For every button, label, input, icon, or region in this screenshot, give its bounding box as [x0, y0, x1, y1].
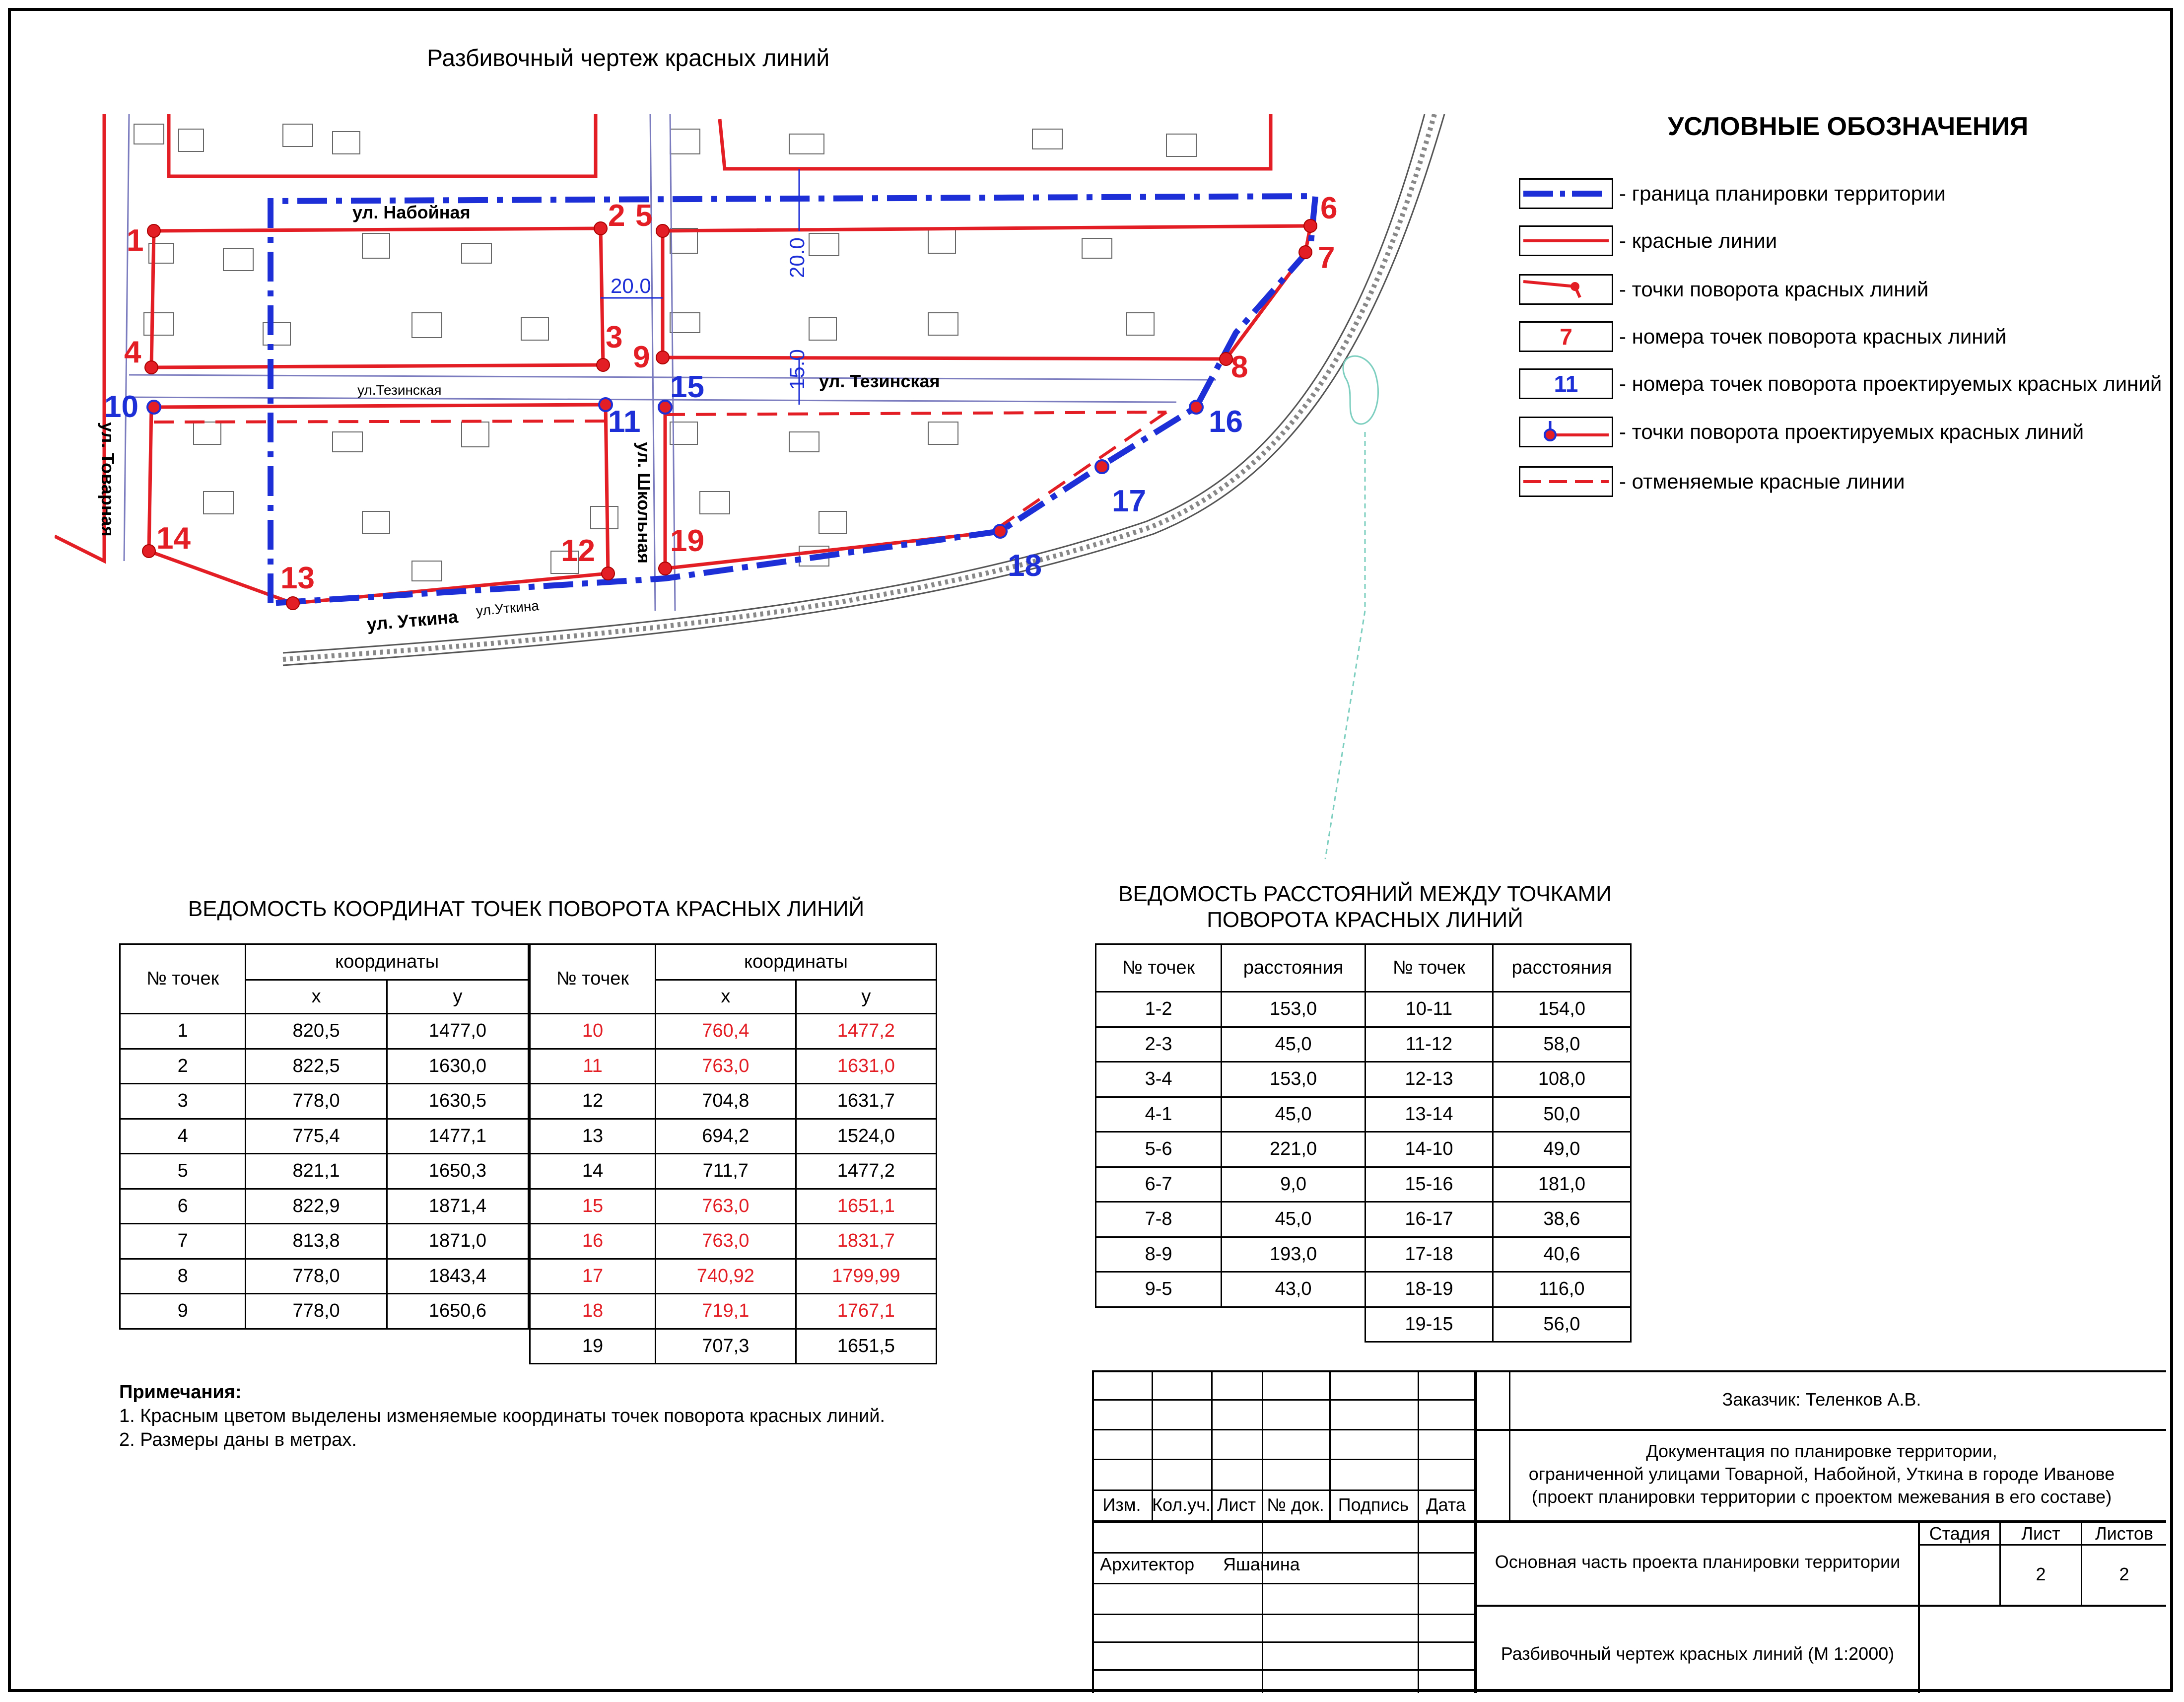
- legend-symbol-cancelled-line: [1519, 466, 1613, 497]
- table-cell-y: 1799,99: [796, 1259, 936, 1294]
- table-cell-y: 1651,1: [796, 1189, 936, 1224]
- map-title: Разбивочный чертеж красных линий: [427, 45, 830, 71]
- table-cell-x: 820,5: [246, 1014, 387, 1049]
- stamp-section: Основная часть проекта планировки территории: [1495, 1552, 1901, 1572]
- table-row: [530, 1224, 937, 1259]
- table-cell-seg: 1-2: [1096, 992, 1222, 1027]
- table-row: [1365, 1167, 1631, 1202]
- table-row: [1365, 992, 1631, 1027]
- legend-symbol-red-line: [1519, 225, 1613, 256]
- table-row: [1365, 1132, 1631, 1167]
- table-cell-seg: 19-15: [1365, 1307, 1493, 1342]
- point-number-19: 19: [670, 524, 704, 558]
- table-cell-x: 719,1: [655, 1294, 796, 1329]
- table-cell-n: 2: [120, 1049, 246, 1084]
- legend-label: - отменяемые красные линии: [1619, 470, 1905, 493]
- table-row: [1096, 1272, 1365, 1307]
- header-coords: координаты: [246, 944, 529, 980]
- header-x: x: [655, 980, 796, 1014]
- dist-title-line2: ПОВОРОТА КРАСНЫХ ЛИНИЙ: [1207, 908, 1523, 932]
- street-shkolnaya: ул. Школьная: [634, 442, 654, 564]
- header-y: y: [796, 980, 936, 1014]
- table-cell-d: 58,0: [1493, 1027, 1631, 1062]
- table-cell-d: 9,0: [1222, 1167, 1365, 1202]
- table-cell-d: 181,0: [1493, 1167, 1631, 1202]
- table-row: [530, 1119, 937, 1154]
- table-cell-x: 763,0: [655, 1049, 796, 1084]
- table-row: [1096, 1062, 1365, 1097]
- stamp-doc-line3: (проект планировки территории с проектом межевания в его составе): [1531, 1487, 2112, 1507]
- legend-label: - точки поворота проектируемых красных линий: [1619, 420, 2084, 443]
- table-cell-d: 193,0: [1222, 1237, 1365, 1272]
- stamp-col-kolvo: Кол.уч.: [1152, 1494, 1211, 1515]
- header-points: № точек: [530, 944, 656, 1014]
- table-cell-n: 10: [530, 1014, 656, 1049]
- table-cell-seg: 18-19: [1365, 1272, 1493, 1307]
- header-points: № точек: [1365, 944, 1493, 992]
- table-cell-x: 822,9: [246, 1189, 387, 1224]
- legend-item-red-lines: [1519, 223, 1777, 258]
- table-cell-y: 1477,2: [796, 1154, 936, 1189]
- header-y: y: [387, 980, 528, 1014]
- table-cell-y: 1631,0: [796, 1049, 936, 1084]
- table-cell-n: 5: [120, 1154, 246, 1189]
- table-cell-n: 13: [530, 1119, 656, 1154]
- table-cell-n: 3: [120, 1084, 246, 1119]
- table-row: [530, 1014, 937, 1049]
- table-cell-seg: 11-12: [1365, 1027, 1493, 1062]
- stamp-sheet: 2: [2036, 1564, 2046, 1584]
- title-block: [1092, 1370, 2174, 1698]
- stamp-col-list: Лист: [1217, 1494, 1256, 1515]
- table-cell-d: 154,0: [1493, 992, 1631, 1027]
- table-cell-x: 821,1: [246, 1154, 387, 1189]
- table-cell-y: 1477,2: [796, 1014, 936, 1049]
- table-cell-y: 1871,4: [387, 1189, 528, 1224]
- table-cell-d: 49,0: [1493, 1132, 1631, 1167]
- table-cell-n: 1: [120, 1014, 246, 1049]
- table-row: [120, 1084, 529, 1119]
- table-row: [1365, 1027, 1631, 1062]
- table-cell-x: 822,5: [246, 1049, 387, 1084]
- legend-symbol-projected-point: [1519, 417, 1613, 447]
- table-cell-x: 763,0: [655, 1224, 796, 1259]
- table-cell-x: 707,3: [655, 1329, 796, 1364]
- table-cell-y: 1477,0: [387, 1014, 528, 1049]
- table-cell-y: 1630,0: [387, 1049, 528, 1084]
- legend-label: - красные линии: [1619, 229, 1777, 252]
- table-row: [120, 1119, 529, 1154]
- street-tezinskaya: ул. Тезинская: [819, 371, 940, 391]
- header-dist: расстояния: [1493, 944, 1631, 992]
- table-cell-y: 1477,1: [387, 1119, 528, 1154]
- table-cell-seg: 16-17: [1365, 1202, 1493, 1237]
- table-row: [1365, 1202, 1631, 1237]
- table-row: [530, 1329, 937, 1364]
- header-dist: расстояния: [1222, 944, 1365, 992]
- legend-item-blue-numbers: [1519, 366, 2162, 401]
- legend-item-turn-points: [1519, 272, 1928, 307]
- table-cell-seg: 15-16: [1365, 1167, 1493, 1202]
- table-cell-n: 12: [530, 1084, 656, 1119]
- table-cell-x: 778,0: [246, 1294, 387, 1329]
- table-cell-d: 153,0: [1222, 992, 1365, 1027]
- coords-table-right: [529, 943, 937, 1364]
- table-cell-d: 45,0: [1222, 1202, 1365, 1237]
- dist-title-line1: ВЕДОМОСТЬ РАССТОЯНИЙ МЕЖДУ ТОЧКАМИ: [1118, 882, 1612, 906]
- table-cell-seg: 9-5: [1096, 1272, 1222, 1307]
- table-cell-x: 740,92: [655, 1259, 796, 1294]
- point-number-4: 4: [124, 335, 141, 369]
- header-x: x: [246, 980, 387, 1014]
- table-cell-y: 1843,4: [387, 1259, 528, 1294]
- legend-red-number: 7: [1560, 324, 1572, 350]
- table-row: [530, 1294, 937, 1329]
- dist-table-title: [1092, 881, 1638, 933]
- stamp-doc-line2: ограниченной улицами Товарной, Набойной, Уткина в городе Иванове: [1528, 1464, 2115, 1484]
- table-row: [1365, 1307, 1631, 1342]
- notes-title: Примечания:: [119, 1382, 242, 1403]
- table-cell-x: 813,8: [246, 1224, 387, 1259]
- table-row: [530, 1259, 937, 1294]
- point-number-5: 5: [635, 199, 653, 233]
- table-row: [530, 1084, 937, 1119]
- site-map: [55, 114, 1454, 879]
- table-cell-x: 760,4: [655, 1014, 796, 1049]
- legend-item-cancelled: [1519, 464, 1905, 499]
- dist-table-left: [1095, 943, 1366, 1308]
- stamp-document: [1477, 1440, 2166, 1508]
- stamp-doc-line1: Документация по планировке территории,: [1646, 1441, 1997, 1461]
- table-row: [1365, 1237, 1631, 1272]
- notes: [119, 1380, 885, 1452]
- table-cell-n: 9: [120, 1294, 246, 1329]
- table-cell-x: 694,2: [655, 1119, 796, 1154]
- table-cell-d: 108,0: [1493, 1062, 1631, 1097]
- table-cell-n: 16: [530, 1224, 656, 1259]
- stamp-customer: Заказчик: Теленков А.В.: [1722, 1389, 1921, 1410]
- table-cell-n: 6: [120, 1189, 246, 1224]
- point-number-14: 14: [156, 521, 191, 556]
- stamp-col-date: Дата: [1426, 1494, 1466, 1515]
- table-cell-x: 778,0: [246, 1084, 387, 1119]
- point-number-12: 12: [561, 534, 595, 568]
- table-row: [120, 1224, 529, 1259]
- table-row: [1096, 1132, 1365, 1167]
- legend-symbol-red-number: [1519, 321, 1613, 352]
- street-utkina-small: ул.Уткина: [475, 598, 540, 619]
- table-cell-y: 1650,6: [387, 1294, 528, 1329]
- table-row: [120, 1154, 529, 1189]
- point-number-15: 15: [670, 370, 704, 404]
- table-cell-y: 1524,0: [796, 1119, 936, 1154]
- table-cell-seg: 4-1: [1096, 1097, 1222, 1132]
- stamp-stage-label: Стадия: [1929, 1523, 1990, 1544]
- table-row: [1365, 1272, 1631, 1307]
- table-row: [1365, 1062, 1631, 1097]
- point-number-3: 3: [606, 320, 623, 355]
- street-nabojnaya: ул. Набойная: [352, 202, 471, 222]
- legend-symbol-turn-point: [1519, 274, 1613, 305]
- legend-label: - номера точек поворота красных линий: [1619, 325, 2007, 348]
- legend-label: - номера точек поворота проектируемых красных линий: [1619, 372, 2162, 395]
- table-cell-n: 15: [530, 1189, 656, 1224]
- legend-blue-number: 11: [1554, 371, 1578, 397]
- note-1: 1. Красным цветом выделены изменяемые координаты точек поворота красных линий.: [119, 1406, 886, 1426]
- table-cell-d: 45,0: [1222, 1097, 1365, 1132]
- table-cell-n: 7: [120, 1224, 246, 1259]
- table-row: [530, 1049, 937, 1084]
- stamp-role: Архитектор: [1100, 1554, 1195, 1574]
- table-row: [1096, 1237, 1365, 1272]
- table-cell-seg: 8-9: [1096, 1237, 1222, 1272]
- legend-item-boundary: [1519, 176, 1946, 211]
- point-number-8: 8: [1231, 350, 1248, 384]
- coords-table-title: ВЕДОМОСТЬ КООРДИНАТ ТОЧЕК ПОВОРОТА КРАСНЫХ ЛИНИЙ: [188, 897, 865, 921]
- table-cell-x: 763,0: [655, 1189, 796, 1224]
- table-cell-d: 40,6: [1493, 1237, 1631, 1272]
- table-cell-y: 1650,3: [387, 1154, 528, 1189]
- table-cell-seg: 7-8: [1096, 1202, 1222, 1237]
- header-points: № точек: [120, 944, 246, 1014]
- note-2: 2. Размеры даны в метрах.: [119, 1429, 357, 1450]
- legend-item-projected-points: [1519, 415, 2084, 449]
- table-row: [1096, 1167, 1365, 1202]
- table-cell-d: 38,6: [1493, 1202, 1631, 1237]
- table-cell-y: 1631,7: [796, 1084, 936, 1119]
- table-row: [120, 1259, 529, 1294]
- table-row: [1096, 1097, 1365, 1132]
- table-cell-n: 4: [120, 1119, 246, 1154]
- table-row: [1096, 1027, 1365, 1062]
- table-cell-x: 778,0: [246, 1259, 387, 1294]
- point-number-13: 13: [280, 561, 315, 595]
- stamp-col-izm: Изм.: [1102, 1494, 1141, 1515]
- table-row: [1096, 992, 1365, 1027]
- street-tezinskaya-small: ул.Тезинская: [357, 382, 442, 398]
- point-number-7: 7: [1318, 241, 1335, 275]
- dim-label-1: 20.0: [611, 274, 651, 297]
- table-cell-seg: 13-14: [1365, 1097, 1493, 1132]
- point-number-18: 18: [1008, 549, 1042, 583]
- table-cell-d: 56,0: [1493, 1307, 1631, 1342]
- table-row: [120, 1049, 529, 1084]
- table-cell-y: 1831,7: [796, 1224, 936, 1259]
- header-points: № точек: [1096, 944, 1222, 992]
- stamp-person: Яшанина: [1223, 1554, 1300, 1574]
- table-cell-seg: 14-10: [1365, 1132, 1493, 1167]
- dist-table-right: [1365, 943, 1632, 1343]
- table-cell-d: 45,0: [1222, 1027, 1365, 1062]
- table-cell-d: 116,0: [1493, 1272, 1631, 1307]
- table-cell-n: 19: [530, 1329, 656, 1364]
- legend-item-red-numbers: [1519, 319, 2006, 354]
- stamp-sheets: 2: [2119, 1564, 2129, 1584]
- dim-label-3: 15.0: [785, 349, 809, 390]
- street-utkina: ул. Уткина: [366, 606, 459, 635]
- table-cell-seg: 12-13: [1365, 1062, 1493, 1097]
- table-cell-d: 43,0: [1222, 1272, 1365, 1307]
- stamp-sheets-label: Листов: [2095, 1523, 2153, 1544]
- table-cell-n: 14: [530, 1154, 656, 1189]
- table-row: [120, 1189, 529, 1224]
- table-row: [530, 1189, 937, 1224]
- point-number-2: 2: [608, 199, 625, 233]
- point-number-9: 9: [633, 340, 650, 374]
- header-coords: координаты: [655, 944, 936, 980]
- point-number-10: 10: [104, 390, 138, 424]
- street-tovarnaya: ул. Товарная: [98, 422, 118, 537]
- table-cell-seg: 17-18: [1365, 1237, 1493, 1272]
- point-number-16: 16: [1209, 405, 1243, 439]
- table-cell-n: 18: [530, 1294, 656, 1329]
- table-cell-y: 1651,5: [796, 1329, 936, 1364]
- point-number-17: 17: [1112, 484, 1146, 518]
- legend-symbol-boundary: [1519, 178, 1613, 209]
- point-number-11: 11: [608, 405, 641, 439]
- table-cell-seg: 2-3: [1096, 1027, 1222, 1062]
- stamp-drawing: Разбивочный чертеж красных линий (М 1:2000): [1501, 1643, 1895, 1664]
- table-cell-seg: 10-11: [1365, 992, 1493, 1027]
- table-cell-seg: 6-7: [1096, 1167, 1222, 1202]
- point-number-1: 1: [127, 223, 144, 258]
- stamp-col-sign: Подпись: [1338, 1494, 1409, 1515]
- legend-symbol-blue-number: [1519, 368, 1613, 399]
- coords-table-left: [119, 943, 529, 1330]
- table-cell-n: 8: [120, 1259, 246, 1294]
- table-cell-d: 221,0: [1222, 1132, 1365, 1167]
- legend-label: - граница планировки территории: [1619, 182, 1946, 205]
- table-cell-d: 153,0: [1222, 1062, 1365, 1097]
- table-cell-y: 1871,0: [387, 1224, 528, 1259]
- table-cell-n: 17: [530, 1259, 656, 1294]
- table-cell-x: 711,7: [655, 1154, 796, 1189]
- table-cell-x: 704,8: [655, 1084, 796, 1119]
- legend-label: - точки поворота красных линий: [1619, 278, 1929, 301]
- table-cell-d: 50,0: [1493, 1097, 1631, 1132]
- point-number-6: 6: [1320, 191, 1338, 225]
- table-cell-y: 1767,1: [796, 1294, 936, 1329]
- table-cell-n: 11: [530, 1049, 656, 1084]
- table-cell-x: 775,4: [246, 1119, 387, 1154]
- table-row: [1096, 1202, 1365, 1237]
- table-row: [120, 1014, 529, 1049]
- table-row: [1365, 1097, 1631, 1132]
- stamp-sheet-label: Лист: [2021, 1523, 2060, 1544]
- table-row: [530, 1154, 937, 1189]
- legend-title: УСЛОВНЫЕ ОБОЗНАЧЕНИЯ: [1668, 112, 2029, 141]
- table-row: [120, 1294, 529, 1329]
- dim-label-2: 20.0: [785, 237, 809, 278]
- table-cell-y: 1630,5: [387, 1084, 528, 1119]
- stamp-col-doc: № док.: [1267, 1494, 1324, 1515]
- table-cell-seg: 3-4: [1096, 1062, 1222, 1097]
- table-cell-seg: 5-6: [1096, 1132, 1222, 1167]
